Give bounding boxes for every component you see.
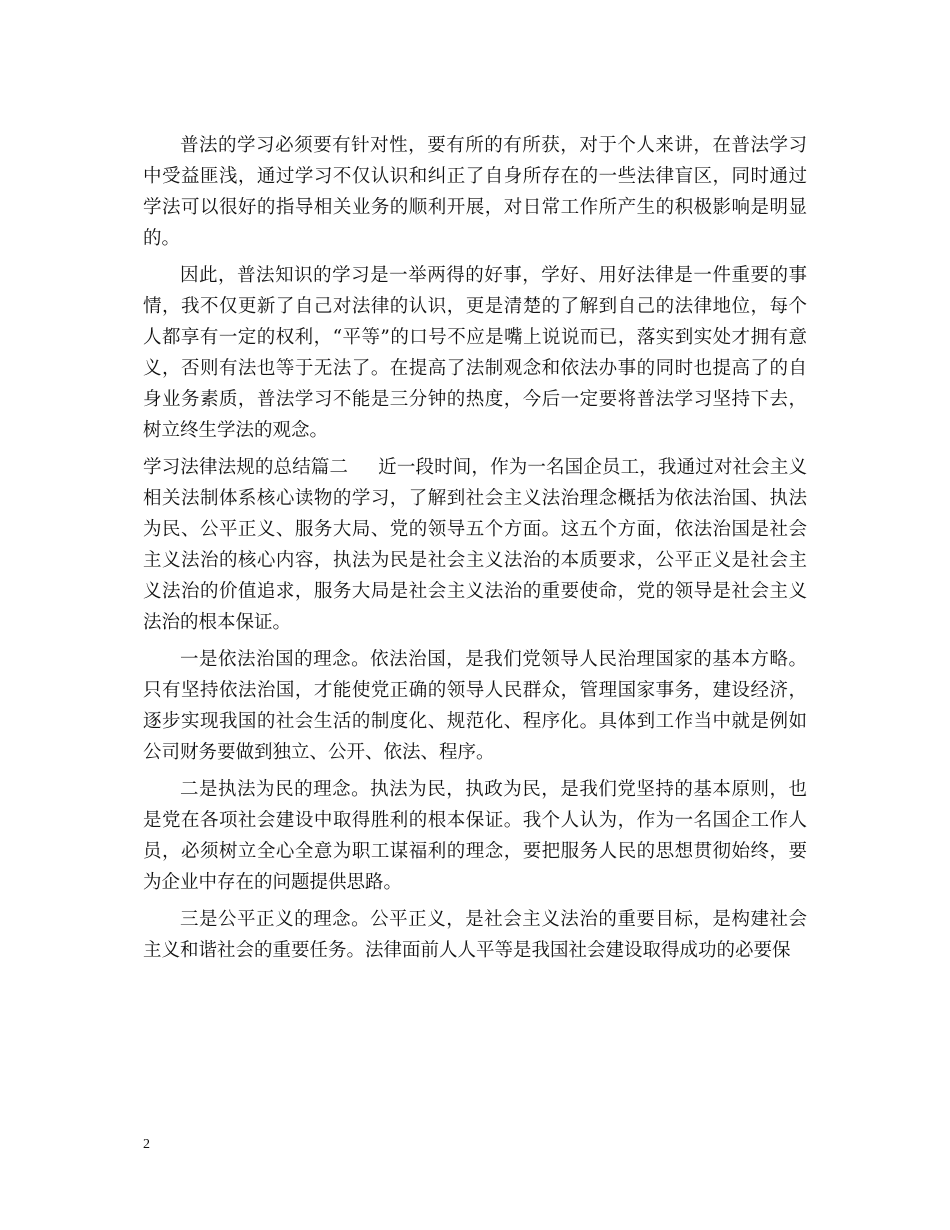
paragraph: 二是执法为民的理念。执法为民，执政为民，是我们党坚持的基本原则，也是党在各项社会建设中取得胜利的根本保证。我个人认为，作为一名国企工作人员，必须树立全心全意为职工谋福利的理念，要把服务人民的思想贯彻始终，要为企业中存在的问题提供思路。: [143, 779, 807, 893]
paragraph: 普法的学习必须要有针对性，要有所的有所获，对于个人来讲，在普法学习中受益匪浅，通过学习不仅认识和纠正了自身所存在的一些法律盲区，同时通过学法可以很好的指导相关业务的顺利开展，对日常工作所产生的积极影响是明显的。: [143, 135, 807, 249]
section-text: 近一段时间，作为一名国企员工，我通过对社会主义相关法制体系核心读物的学习，了解到社会主义法治理念概括为依法治国、执法为民、公平正义、服务大局、党的领导五个方面。这五个方面，依法治国是社会主义法治的核心内容，执法为民是社会主义法治的本质要求，公平正义是社会主义法治的价值追求，服务大局是社会主义法治的重要使命，党的领导是社会主义法治的根本保证。: [143, 457, 807, 633]
paragraph: 因此，普法知识的学习是一举两得的好事，学好、用好法律是一件重要的事情，我不仅更新了自己对法律的认识，更是清楚的了解到自己的法律地位，每个人都享有一定的权利，“平等”的口号不应是嘴上说说而已，落实到实处才拥有意义，否则有法也等于无法了。在提高了法制观念和依法办事的同时也提高了的自身业务素质，普法学习不能是三分钟的热度，今后一定要将普法学习坚持下去，树立终生学法的观念。: [143, 265, 807, 441]
page-number: 2: [143, 1137, 150, 1152]
section-title: 学习法律法规的总结篇二: [143, 457, 349, 478]
paragraph: 一是依法治国的理念。依法治国，是我们党领导人民治理国家的基本方略。只有坚持依法治国，才能使党正确的领导人民群众，管理国家事务，建设经济，逐步实现我国的社会生活的制度化、规范化、程序化。具体到工作当中就是例如公司财务要做到独立、公开、依法、程序。: [143, 649, 807, 763]
paragraph: 三是公平正义的理念。公平正义，是社会主义法治的重要目标，是构建社会主义和谐社会的重要任务。法律面前人人平等是我国社会建设取得成功的必要保: [143, 909, 807, 961]
document-body: [143, 130, 807, 972]
section-paragraph: [143, 452, 807, 638]
